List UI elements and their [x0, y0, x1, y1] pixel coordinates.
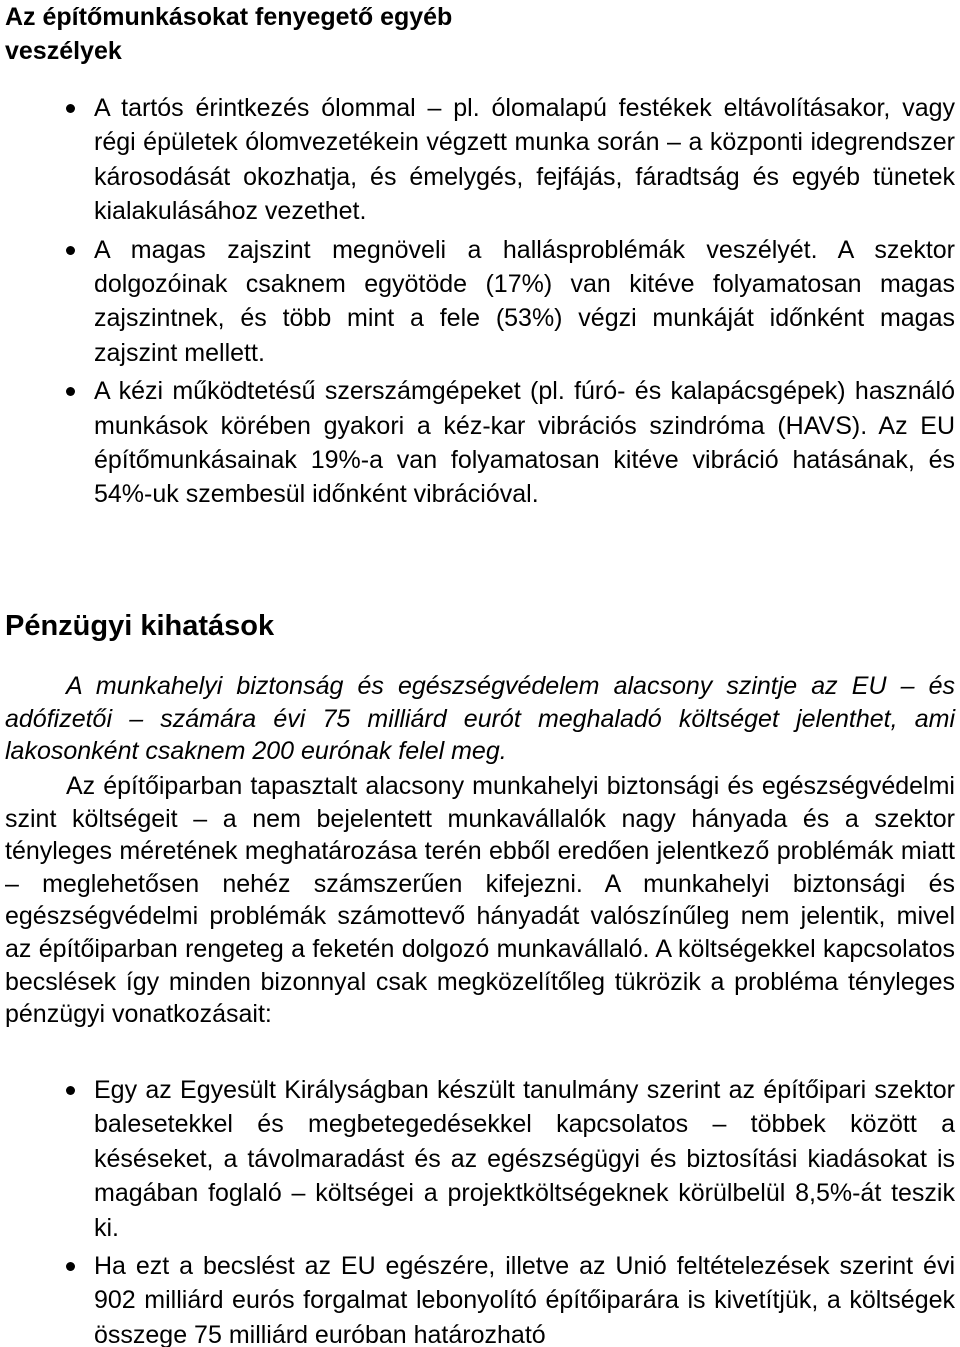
- list-item: [0, 233, 960, 371]
- section-title-hazards: Az építőmunkásokat fenyegető egyéb veszélyek: [5, 3, 453, 65]
- list-item-text: Ha ezt a becslést az EU egészére, illetve az Unió feltételezések szerint évi 902 milliárd eurós forgalmat lebonyolító építőiparára is kivetítjük, a költségek összege 75 milliárd euróban határozható: [94, 1252, 955, 1347]
- costs-list: [0, 1073, 960, 1347]
- list-item-text: A kézi működtetésű szerszámgépeket (pl. fúró- és kalapácsgépek) használó munkások körében gyakori a kéz-kar vibrációs szindróma (HAVS). Az EU építőmunkásainak 19%-a van folyamatosan kitéve vibráció hatásának, és 54%-uk szembesül időnként vibrációval.: [94, 377, 955, 509]
- bullet-icon: [66, 1262, 75, 1271]
- list-item: [0, 1073, 960, 1245]
- list-item: [0, 91, 960, 229]
- list-item: [0, 374, 960, 512]
- bullet-icon: [66, 246, 75, 255]
- bullet-icon: [66, 387, 75, 396]
- list-item: [0, 1249, 960, 1347]
- list-item-text: Egy az Egyesült Királyságban készült tanulmány szerint az építőipari szektor balesetekkel és megbetegedésekkel kapcsolatos – többek között a késéseket, a távolmaradást és az egészségügyi és biztosítási kiadásokat is magában foglaló – költségei a projektköltségeknek körülbelül 8,5%-át teszik ki.: [94, 1076, 955, 1242]
- section-title-financial: Pénzügyi kihatások: [5, 610, 275, 642]
- hazards-list: [0, 91, 960, 516]
- list-item-text: A magas zajszint megnöveli a hallásproblémák veszélyét. A szektor dolgozóinak csaknem egyötöde (17%) van kitéve folyamatosan magas zajszintnek, és több mint a fele (53%) végzi munkáját időnként magas zajszint mellett.: [94, 235, 955, 367]
- bullet-icon: [66, 1086, 75, 1095]
- bullet-icon: [66, 104, 75, 113]
- intro-paragraph: A munkahelyi biztonság és egészségvédelem alacsony szintje az EU – és adófizetői – számára évi 75 milliárd eurót meghaladó költséget jelenthet, ami lakosonként csaknem 200 eurónak felel meg.: [5, 672, 955, 766]
- body-paragraph: Az építőiparban tapasztalt alacsony munkahelyi biztonsági és egészségvédelmi szint költségeit – a nem bejelentett munkavállalók nagy hányada és a szektor tényleges méretének meghatározása terén ebből eredően jelentkező problémák miatt – meglehetősen nehéz számszerűen kifejezni. A munkahelyi biztonsági és egészségvédelmi problémák számottevő hányadát valószínűleg nem jelentik, mivel az építőiparban rengeteg a feketén dolgozó munkavállaló. A költségekkel kapcsolatos becslések így minden bizonnyal csak megközelítőleg tükrözik a probléma tényleges pénzügyi vonatkozásait:: [5, 772, 955, 1029]
- list-item-text: A tartós érintkezés ólommal – pl. ólomalapú festékek eltávolításakor, vagy régi épületek ólomvezetékein végzett munka során – a központi idegrendszer károsodását okozhatja, és émelygés, fejfájás, fáradtság és egyéb tünetek kialakulásához vezethet.: [94, 94, 955, 226]
